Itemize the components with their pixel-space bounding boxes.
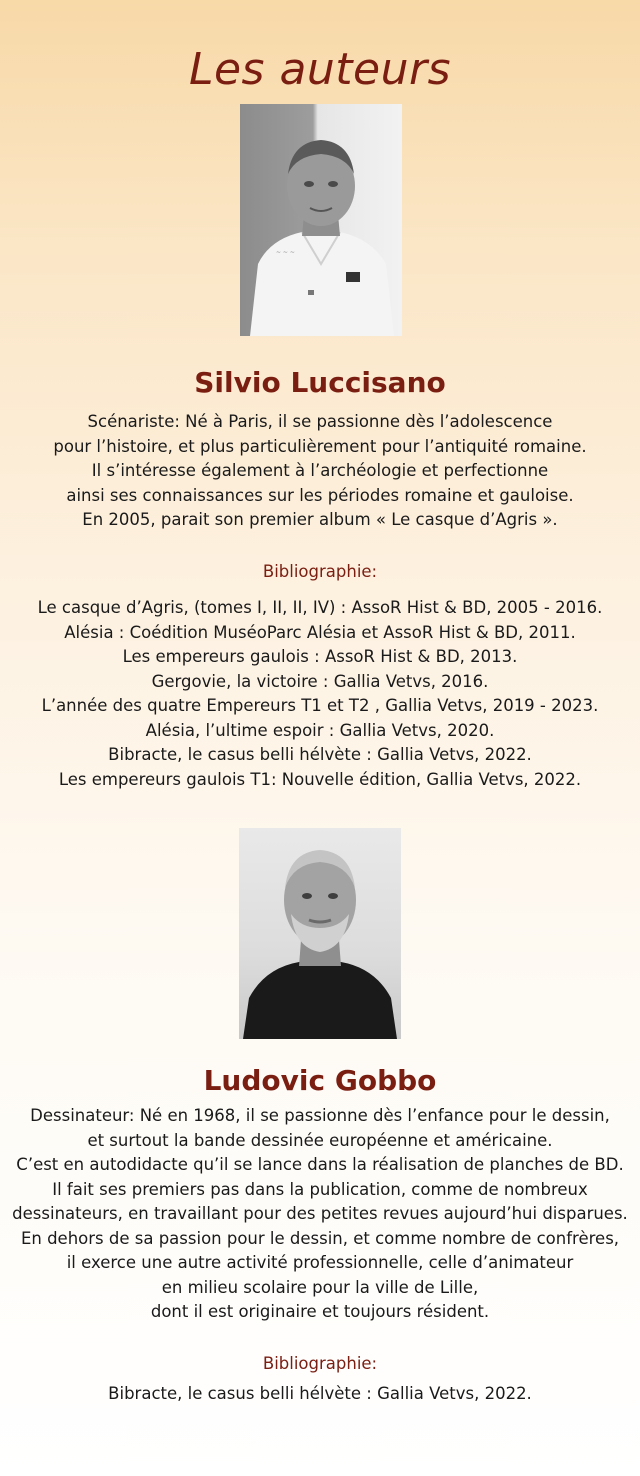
portrait-silvio-image xyxy=(240,104,402,336)
bio-line: Il fait ses premiers pas dans la publication, comme de nombreux xyxy=(52,1179,588,1199)
author-bio-silvio xyxy=(0,410,640,533)
bibliography-item: Bibracte, le casus belli hélvète : Gallia Vetvs, 2022. xyxy=(108,745,532,764)
bio-line: dont il est originaire et toujours résident. xyxy=(150,1302,490,1321)
bibliography-item: L’année des quatre Empereurs T1 et T2 , Gallia Vetvs, 2019 - 2023. xyxy=(41,696,599,715)
page-title: Les auteurs xyxy=(188,44,452,95)
bio-line: et surtout la bande dessinée européenne et américaine. xyxy=(87,1130,553,1150)
author-bio-ludovic xyxy=(0,1104,640,1325)
author-name-silvio: Silvio Luccisano xyxy=(194,366,446,399)
author-name-ludovic: Ludovic Gobbo xyxy=(203,1064,437,1097)
svg-text:~ ~ ~: ~ ~ ~ xyxy=(276,249,295,256)
bibliography-item: Le casque d’Agris, (tomes I, II, II, IV) : AssoR Hist & BD, 2005 - 2016. xyxy=(37,598,603,617)
bio-line: Scénariste: Né à Paris, il se passionne dès l’adolescence xyxy=(87,412,553,431)
bibliography-list-silvio xyxy=(0,596,640,792)
bibliography-item: Les empereurs gaulois T1: Nouvelle édition, Gallia Vetvs, 2022. xyxy=(58,769,582,789)
bibliography-item: Alésia : Coédition MuséoParc Alésia et AssoR Hist & BD, 2011. xyxy=(64,622,576,642)
bibliography-heading-silvio: Bibliographie: xyxy=(262,562,378,581)
bio-line: Il s’intéresse également à l’archéologie et perfectionne xyxy=(91,461,549,480)
bio-line: En dehors de sa passion pour le dessin, et comme nombre de confrères, xyxy=(20,1228,620,1248)
author-photo-silvio xyxy=(240,104,402,336)
author-photo-ludovic xyxy=(239,828,401,1039)
bio-line: C’est en autodidacte qu’il se lance dans la réalisation de planches de BD. xyxy=(16,1155,624,1174)
bio-line: pour l’histoire, et plus particulièrement pour l’antiquité romaine. xyxy=(53,436,587,456)
bio-line: En 2005, parait son premier album « Le casque d’Agris ». xyxy=(82,510,558,529)
portrait-ludovic-image xyxy=(239,828,401,1039)
bibliography-heading-ludovic: Bibliographie: xyxy=(262,1354,378,1373)
bibliography-item: Les empereurs gaulois : AssoR Hist & BD, 2013. xyxy=(122,647,518,666)
bibliography-item: Gergovie, la victoire : Gallia Vetvs, 2016. xyxy=(151,671,489,691)
bio-line: il exerce une autre activité professionnelle, celle d’animateur xyxy=(66,1253,574,1272)
bio-line: ainsi ses connaissances sur les périodes romaine et gauloise. xyxy=(66,485,574,505)
bibliography-item: Bibracte, le casus belli hélvète : Gallia Vetvs, 2022. xyxy=(108,1384,532,1403)
bio-line: dessinateurs, en travaillant pour des petites revues aujourd’hui disparues. xyxy=(12,1204,628,1223)
bibliography-list-ludovic xyxy=(0,1382,640,1407)
bio-line: en milieu scolaire pour la ville de Lille, xyxy=(161,1277,479,1297)
bibliography-item: Alésia, l’ultime espoir : Gallia Vetvs, 2020. xyxy=(145,720,495,740)
bio-line: Dessinateur: Né en 1968, il se passionne dès l’enfance pour le dessin, xyxy=(30,1106,610,1125)
